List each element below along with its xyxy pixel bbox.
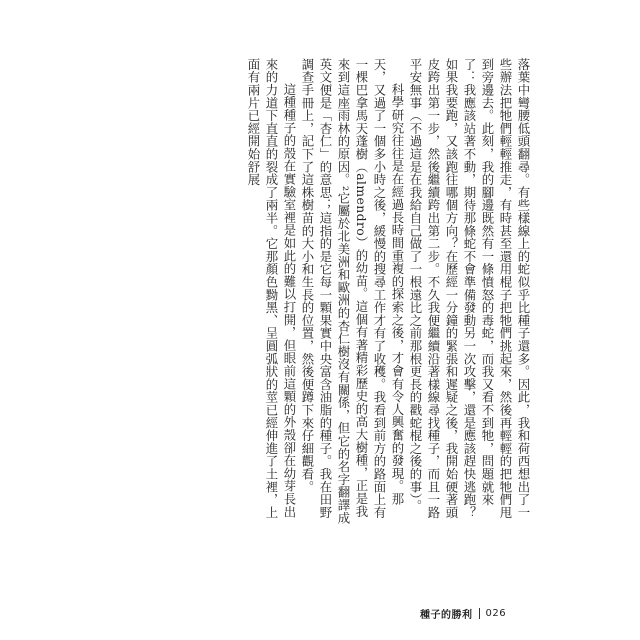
footer-divider (479, 608, 480, 619)
running-title: 種子的勝利 (420, 610, 473, 621)
body-text (132, 58, 532, 530)
paragraph-3: 這種種子的殼在實驗室裡是如此的難以打開，但眼前這顆的外殼卻在幼芽長出來的力道下直直的裂成了兩半。它那顏色黝黑、呈圓弧狀的莖已經伸進了土裡，上面有兩片已經開始舒展 (246, 58, 297, 519)
page-number: 026 (485, 608, 507, 619)
paragraph-2: 科學研究往往是在經過長時間重複的探索之後，才會有令人興奮的發現。那天，又過了一個多小時之後，緩慢的搜尋工作才有了收穫。我看到前方的路面上有一棵巴拿馬天蓬樹（almendro）的幼苗。這個有著精彩歷史的高大樹種，正是我來到這座雨林的原因。²它屬於北美洲和歐洲的杏仁樹沒有關係，但它的名字翻譯成英文便是「杏仁」的意思；這指的是它每一顆果實中央富含油脂的種子。我在田野調查手冊上，記下了這株樹苗的大小和生長的位置，然後便蹲下來仔細觀看。 (300, 58, 405, 525)
page-footer (420, 606, 506, 621)
paragraph-1: 落葉中彎腰低頭翻尋。有些樣線上的蛇似乎比種子還多。因此，我和荷西想出了一些辦法把牠們輕輕推走，有時甚至還用棍子把牠們挑起來，然後再輕輕的把牠們甩到旁邊去。此刻，我的腳邊既然有一條憤怒的毒蛇，而我又看不到牠，問題就來了：我應該站著不動，期待那條蛇不會準備發動另一次攻擊，還是應該趕快逃跑？如果我要跑，又該跑往哪個方向？在歷經一分鐘的緊張和遲疑之後，我開始硬著頭皮跨出第一步，然後繼續跨出第二步。不久我便繼續沿著樣線尋找種子，而且一路平安無事（不過這是在我給自己做了一根遠比之前那根更長的戳蛇棍之後的事）。 (408, 58, 531, 519)
